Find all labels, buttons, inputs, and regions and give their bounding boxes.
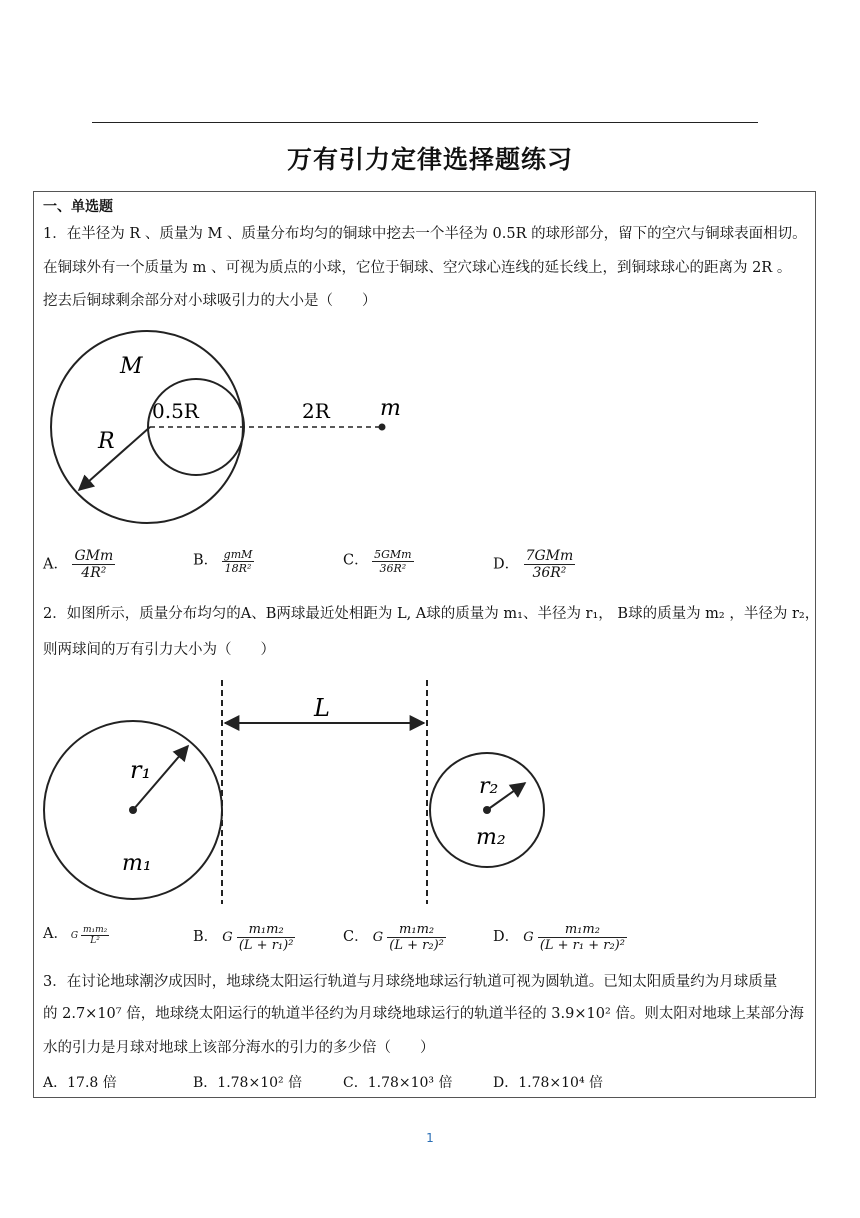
label-m: m bbox=[380, 396, 401, 421]
page-title: 万有引力定律选择题练习 bbox=[286, 145, 573, 174]
header-rule bbox=[92, 122, 758, 123]
q1-text-line-3: 挖去后铜球剩余部分对小球吸引力的大小是（ ） bbox=[43, 293, 377, 309]
q3-text-line-2: 的 2.7×10⁷ 倍，地球绕太阳运行的轨道半径约为月球绕地球运行的轨道半径的 3.9×10² 倍。则太阳对地球上某部分海 bbox=[43, 1006, 804, 1022]
q3-text-line-3: 水的引力是月球对地球上该部分海水的引力的多少倍（ ） bbox=[43, 1040, 435, 1056]
label-m2: m₂ bbox=[476, 825, 506, 850]
q2-text-line-2: 则两球间的万有引力大小为（ ） bbox=[43, 642, 275, 658]
label-R: R bbox=[98, 429, 115, 454]
point-mass bbox=[379, 424, 386, 431]
q1-option-d[interactable]: D． $\frac{\text{7GMm}}{\text{36R²}}$ bbox=[493, 548, 574, 581]
q1-figure bbox=[40, 325, 440, 535]
q3-text-line-1: 3．在讨论地球潮汐成因时，地球绕太阳运行轨道与月球绕地球运行轨道可视为圆轨道。已知太阳质量约为月球质量 bbox=[43, 974, 778, 990]
q2-option-c[interactable]: C． G $\frac{\text{m₁m₂}}{\text{(L + r₂)²}}$ bbox=[343, 922, 444, 953]
label-r2: r₂ bbox=[479, 774, 499, 799]
q1-text-line-1: 1．在半径为 R 、质量为 M 、质量分布均匀的铜球中挖去一个半径为 0.5R 的球形部分，留下的空穴与铜球表面相切。 bbox=[43, 226, 807, 242]
q2-option-d[interactable]: D． G $\frac{\text{m₁m₂}}{\text{(L + r₁ + r₂)²}}$ bbox=[493, 922, 625, 953]
q1-option-a[interactable]: A． $\frac{\text{GMm}}{\text{4R²}}$ bbox=[43, 548, 114, 581]
label-2R: 2R bbox=[302, 399, 330, 423]
q3-option-a[interactable]: A．17.8 倍 bbox=[43, 1075, 117, 1091]
q2-option-a[interactable]: A． G $\frac{\text{m₁m₂}}{\text{L²}}$ bbox=[43, 925, 108, 946]
label-half-R: 0.5R bbox=[152, 399, 199, 423]
label-r1: r₁ bbox=[130, 756, 152, 784]
page-number: 1 bbox=[426, 1131, 434, 1145]
q1-text-line-2: 在铜球外有一个质量为 m 、可视为质点的小球，它位于铜球、空穴球心连线的延长线上，到铜球球心的距离为 2R 。 bbox=[43, 260, 792, 276]
q2-text-line-1: 2．如图所示，质量分布均匀的A、B两球最近处相距为 L, A球的质量为 m₁、半径为 r₁， B球的质量为 m₂ ，半径为 r₂， bbox=[43, 606, 820, 622]
label-m1: m₁ bbox=[122, 851, 152, 876]
q3-option-b[interactable]: B．1.78×10² 倍 bbox=[193, 1075, 303, 1091]
q1-option-c[interactable]: C． $\frac{\text{5GMm}}{\text{36R²}}$ bbox=[343, 548, 412, 575]
label-L: L bbox=[314, 694, 330, 722]
q3-option-c[interactable]: C．1.78×10³ 倍 bbox=[343, 1075, 453, 1091]
section-heading: 一、单选题 bbox=[43, 199, 113, 215]
q2-option-b[interactable]: B． G $\frac{\text{m₁m₂}}{\text{(L + r₁)²}}$ bbox=[193, 922, 294, 953]
q3-option-d[interactable]: D．1.78×10⁴ 倍 bbox=[493, 1075, 604, 1091]
q2-figure bbox=[36, 676, 546, 908]
label-M: M bbox=[120, 354, 143, 379]
q1-option-b[interactable]: B． $\frac{\text{gmM}}{\text{18R²}}$ bbox=[193, 548, 253, 575]
